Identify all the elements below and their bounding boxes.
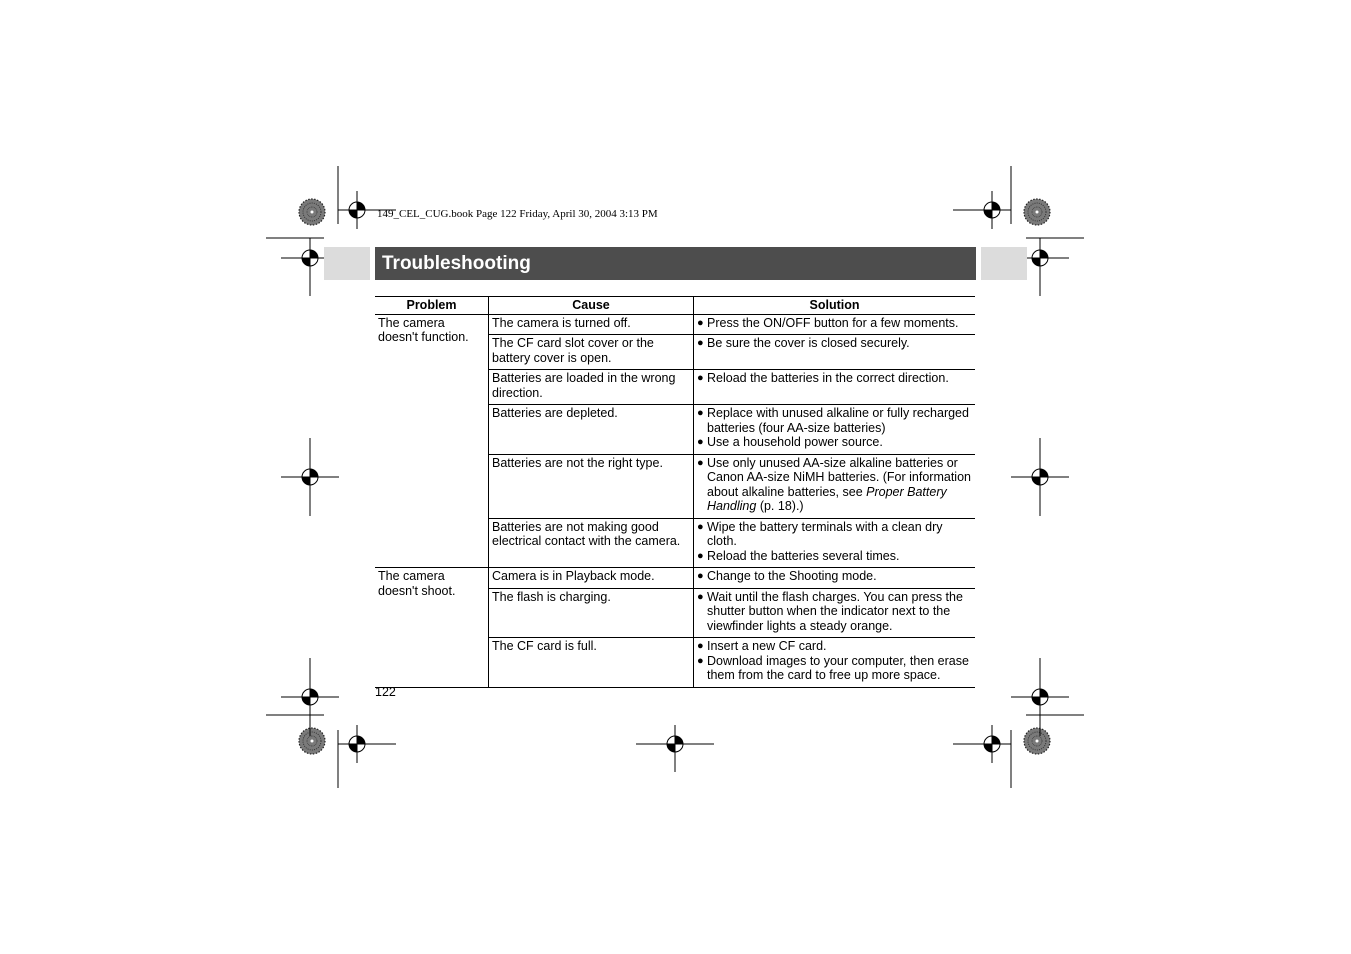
- solution-item: ● Change to the Shooting mode.: [697, 569, 877, 583]
- bullet-icon: ●: [697, 640, 704, 652]
- cause-cell: The camera is turned off.: [489, 314, 694, 335]
- solution-cell: [694, 335, 976, 370]
- reference-title: Proper Battery Handling: [707, 484, 947, 513]
- solution-cell: [694, 314, 976, 335]
- solution-item: ● Insert a new CF card.: [697, 639, 827, 653]
- star-target-icon: [1024, 199, 1050, 225]
- bullet-icon: ●: [697, 407, 704, 419]
- table-row: [375, 314, 975, 335]
- solution-cell: [694, 588, 976, 638]
- solution-cell: [694, 518, 976, 568]
- side-tab-left: [324, 247, 370, 280]
- solution-item: ● Reload the batteries in the correct direction.: [697, 371, 949, 385]
- solution-cell: [694, 568, 976, 589]
- solution-cell: [694, 454, 976, 518]
- solution-item: ● Wipe the battery terminals with a clean dry cloth.: [697, 519, 943, 548]
- table-row: [375, 568, 975, 589]
- page-number: 122: [375, 685, 396, 699]
- star-target-icon: [1024, 728, 1050, 754]
- bullet-icon: ●: [697, 436, 704, 448]
- troubleshooting-table: [375, 296, 975, 688]
- solution-item: ● Use only unused AA-size alkaline batteries or Canon AA-size NiMH batteries. (For information about alkaline batteries, see Proper Battery Handling (p. 18).): [697, 455, 971, 513]
- solution-item: ● Use a household power source.: [697, 435, 883, 449]
- cause-cell: Batteries are depleted.: [489, 405, 694, 455]
- solution-cell: [694, 370, 976, 405]
- solution-item: ● Be sure the cover is closed securely.: [697, 336, 910, 350]
- bullet-icon: ●: [697, 520, 704, 533]
- star-target-icon: [299, 728, 325, 754]
- column-header-cause: Cause: [489, 297, 694, 315]
- bullet-icon: ●: [697, 549, 704, 562]
- cause-cell: Batteries are not the right type.: [489, 454, 694, 518]
- section-title: Troubleshooting: [375, 247, 976, 280]
- bullet-icon: ●: [697, 337, 704, 349]
- column-header-solution: Solution: [694, 297, 976, 315]
- bullet-icon: ●: [697, 456, 704, 469]
- table-header-row: [375, 297, 975, 315]
- problem-cell: The camera doesn't function.: [375, 314, 489, 568]
- cause-cell: The CF card slot cover or the battery cover is open.: [489, 335, 694, 370]
- solution-item: ● Wait until the flash charges. You can press the shutter button when the indicator next to the viewfinder lights a steady orange.: [697, 589, 963, 633]
- solution-item: ● Replace with unused alkaline or fully recharged batteries (four AA-size batteries): [697, 406, 969, 435]
- cause-cell: The CF card is full.: [489, 638, 694, 688]
- cause-cell: The flash is charging.: [489, 588, 694, 638]
- star-target-icon: [299, 199, 325, 225]
- cause-cell: Batteries are not making good electrical contact with the camera.: [489, 518, 694, 568]
- bullet-icon: ●: [697, 570, 704, 582]
- problem-cell: The camera doesn't shoot.: [375, 568, 489, 688]
- bullet-icon: ●: [697, 372, 704, 384]
- bullet-icon: ●: [697, 654, 704, 667]
- column-header-problem: Problem: [375, 297, 489, 315]
- solution-item: ● Press the ON/OFF button for a few moments.: [697, 315, 959, 330]
- solution-item: ● Reload the batteries several times.: [697, 548, 900, 563]
- cause-cell: Camera is in Playback mode.: [489, 568, 694, 589]
- print-header: 149_CEL_CUG.book Page 122 Friday, April 30, 2004 3:13 PM: [377, 208, 658, 220]
- cause-cell: Batteries are loaded in the wrong direction.: [489, 370, 694, 405]
- bullet-icon: ●: [697, 590, 704, 603]
- side-tab-right: [981, 247, 1027, 280]
- solution-cell: [694, 638, 976, 688]
- solution-cell: [694, 405, 976, 455]
- solution-item: ● Download images to your computer, then erase them from the card to free up more space.: [697, 653, 969, 682]
- bullet-icon: ●: [697, 316, 704, 329]
